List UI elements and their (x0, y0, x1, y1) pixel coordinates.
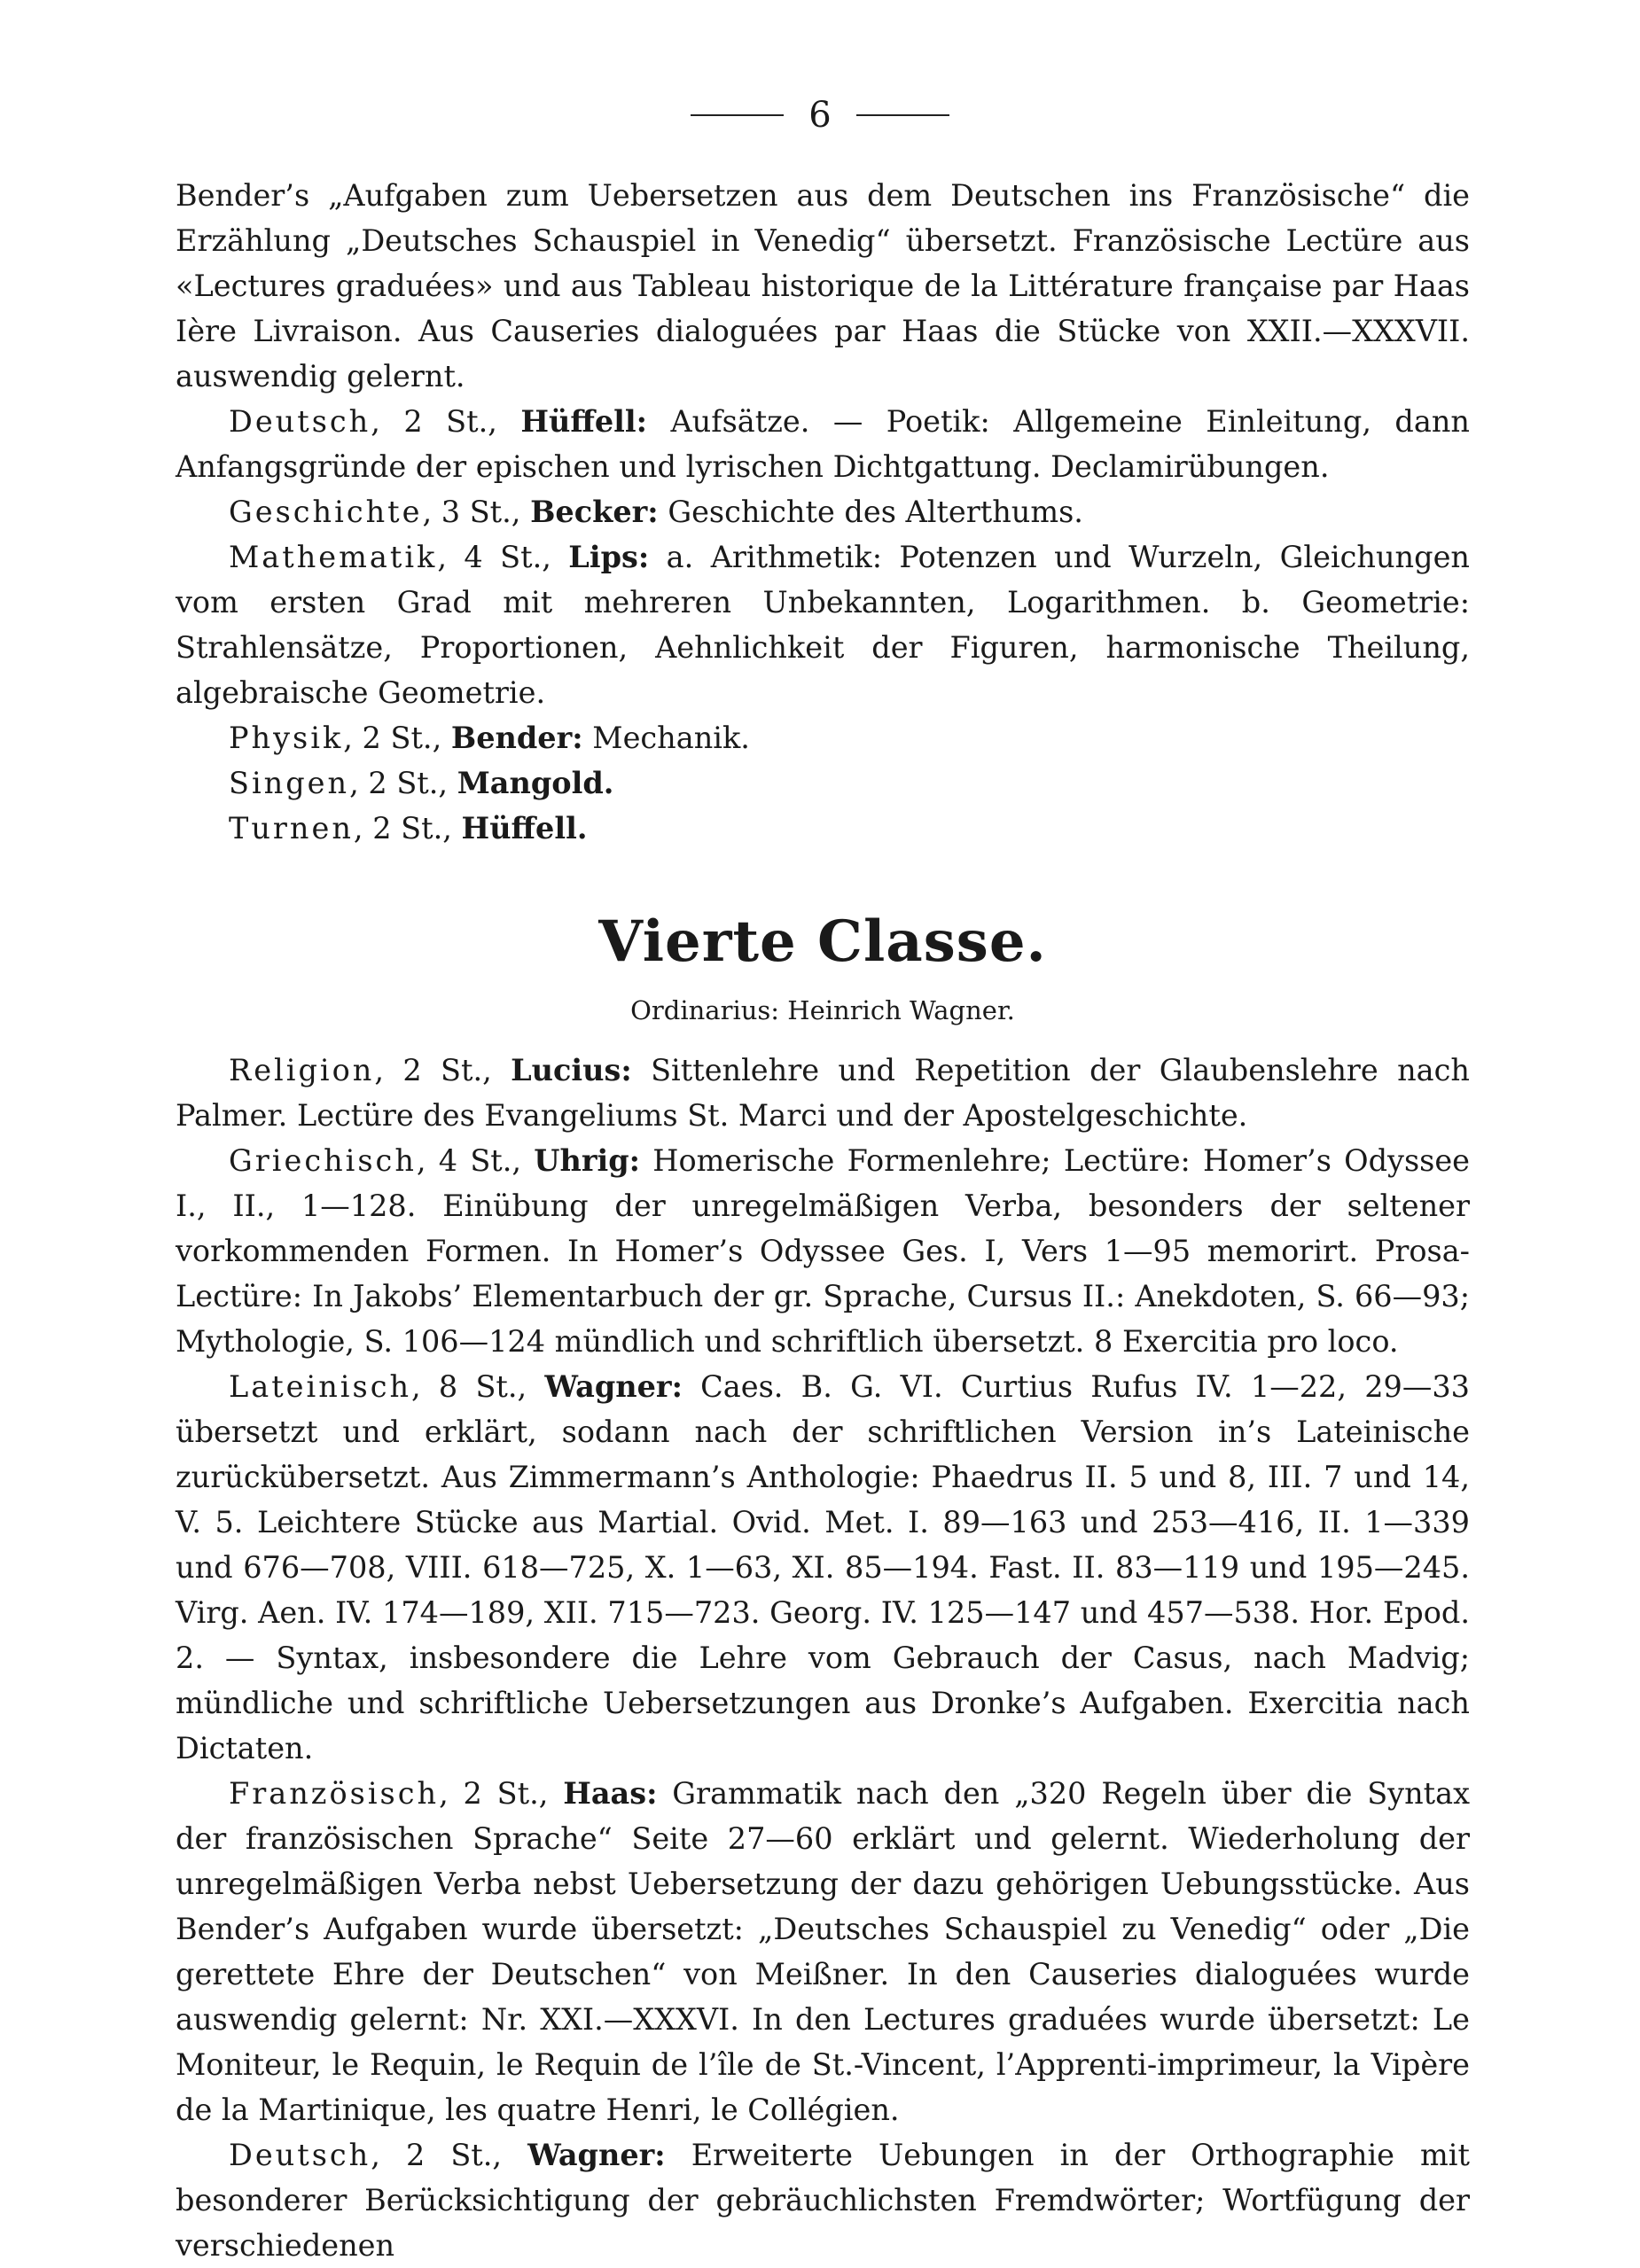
entry-physik (176, 715, 1470, 760)
section-heading: Vierte Classe. (598, 908, 1047, 975)
page-header (0, 95, 1640, 136)
teacher-name: Becker: (530, 495, 659, 529)
subject-name: Griechisch (229, 1143, 417, 1178)
subject-hours: , 2 St., (349, 766, 457, 800)
subject-hours: , 2 St., (374, 1053, 512, 1087)
subject-hours: , 4 St., (437, 540, 569, 574)
subject-hours: , 3 St., (422, 495, 531, 529)
entry-text: Aufsätze. — Poetik: Allgemeine Einleitung, dann Anfangsgründe der epischen und lyrischen Dichtgattung. Declamirübungen. (176, 404, 1470, 484)
entry-franzoesisch (176, 1771, 1470, 2132)
teacher-name: Bender: (450, 721, 583, 755)
teacher-name: Hüffell. (461, 811, 588, 846)
teacher-name: Wagner: (527, 2138, 666, 2172)
entry-text: Grammatik nach den „320 Regeln über die Syntax der französischen Sprache“ Seite 27—60 erklärt und gelernt. Wiederholung der unregelmäßigen Verba nebst Uebersetzung der dazu gehörigen Uebungsstücke. Aus Bender’s Aufgaben wurde übersetzt: „Deutsches Schauspiel zu Venedig“ oder „Die gerettete Ehre der Deutschen“ von Meißner. In den Causeries dialoguées wurde auswendig gelernt: Nr. XXI.—XXXVI. In den Lectures graduées wurde übersetzt: Le Moniteur, le Requin, le Requin de l’île de St.-Vincent, l’Apprenti-imprimeur, la Vipère de la Martinique, les quatre Henri, le Collégien. (176, 1776, 1470, 2127)
entry-lateinisch (176, 1364, 1470, 1771)
entry-griechisch (176, 1138, 1470, 1364)
subject-hours: , 8 St., (411, 1369, 545, 1404)
subject-hours: , 4 St., (416, 1143, 535, 1178)
subject-name: Lateinisch (229, 1369, 412, 1404)
teacher-name: Mangold. (457, 766, 614, 800)
teacher-name: Uhrig: (534, 1143, 641, 1178)
entry-text: Erweiterte Uebungen in der Orthographie mit besonderer Berücksichtigung der gebräuchlichsten Fremdwörter; Wortfügung der verschiedenen (176, 2138, 1470, 2263)
entry-deutsch (176, 2132, 1470, 2268)
subject-name: Singen (229, 766, 350, 800)
subject-hours: , 2 St., (371, 404, 521, 439)
entry-singen (176, 760, 1470, 806)
subject-name: Mathematik (229, 540, 438, 574)
entry-text: Mechanik. (582, 721, 750, 755)
entry-text: Caes. B. G. VI. Curtius Rufus IV. 1—22, 29—33 übersetzt und erklärt, sodann nach der schriftlichen Version in’s Lateinische zurückübersetzt. Aus Zimmermann’s Anthologie: Phaedrus II. 5 und 8, III. 7 und 14, V. 5. Leichtere Stücke aus Martial. Ovid. Met. I. 89—163 und 253—416, II. 1—339 und 676—708, VIII. 618—725, X. 1—63, XI. 85—194. Fast. II. 83—119 und 195—245. Virg. Aen. IV. 174—189, XII. 715—723. Georg. IV. 125—147 und 457—538. Hor. Epod. 2. — Syntax, insbesondere die Lehre vom Gebrauch der Casus, nach Madvig; mündliche und schriftliche Uebersetzungen aus Dronke’s Aufgaben. Exercitia nach Dictaten. (176, 1369, 1470, 1765)
subject-name: Deutsch (229, 404, 371, 439)
header-rule-right (856, 114, 949, 116)
subject-name: Deutsch (229, 2138, 371, 2172)
subject-name: Religion (229, 1053, 375, 1087)
subject-hours: , 2 St., (371, 2138, 528, 2172)
teacher-name: Haas: (563, 1776, 658, 1811)
teacher-name: Wagner: (544, 1369, 683, 1404)
entry-text: Sittenlehre und Repetition der Glaubenslehre nach Palmer. Lectüre des Evangeliums St. Marci und der Apostelgeschichte. (176, 1053, 1470, 1133)
entry-religion (176, 1048, 1470, 1138)
teacher-name: Lucius: (511, 1053, 632, 1087)
entry-mathematik (176, 534, 1470, 715)
ordinarius-line: Ordinarius: Heinrich Wagner. (630, 995, 1015, 1025)
entry-turnen (176, 806, 1470, 851)
subject-hours: , 2 St., (353, 811, 462, 846)
page-body (176, 173, 1470, 2268)
subject-name: Turnen (229, 811, 354, 846)
page-number: 6 (808, 95, 832, 136)
subject-name: Physik (229, 721, 344, 755)
subject-name: Französisch (229, 1776, 440, 1811)
subject-hours: , 2 St., (343, 721, 451, 755)
teacher-name: Lips: (568, 540, 650, 574)
header-rule-left (691, 114, 784, 116)
french-continuation-paragraph: Bender’s „Aufgaben zum Uebersetzen aus dem Deutschen ins Französische“ die Erzählung „Deutsches Schauspiel in Venedig“ übersetzt. Französische Lectüre aus «Lectures graduées» und aus Tableau historique de la Littérature française par Haas Ière Livraison. Aus Causeries dialoguées par Haas die Stücke von XXII.—XXXVII. auswendig gelernt. (176, 178, 1470, 394)
entry-geschichte (176, 489, 1470, 534)
teacher-name: Hüffell: (520, 404, 647, 439)
subject-name: Geschichte (229, 495, 423, 529)
entry-deutsch-prev (176, 399, 1470, 489)
entry-text: Homerische Formenlehre; Lectüre: Homer’s Odyssee I., II., 1—128. Einübung der unregelmäßigen Verba, besonders der seltener vorkommenden Formen. In Homer’s Odyssee Ges. I, Vers 1—95 memorirt. Prosa-Lectüre: In Jakobs’ Elementarbuch der gr. Sprache, Cursus II.: Anekdoten, S. 66—93; Mythologie, S. 106—124 mündlich und schriftlich übersetzt. 8 Exercitia pro loco. (176, 1143, 1470, 1359)
entry-text: a. Arithmetik: Potenzen und Wurzeln, Gleichungen vom ersten Grad mit mehreren Unbekannten, Logarithmen. b. Geometrie: Strahlensätze, Proportionen, Aehnlichkeit der Figuren, harmonische Theilung, algebraische Geometrie. (176, 540, 1470, 710)
subject-hours: , 2 St., (439, 1776, 564, 1811)
entry-text: Geschichte des Alterthums. (658, 495, 1083, 529)
